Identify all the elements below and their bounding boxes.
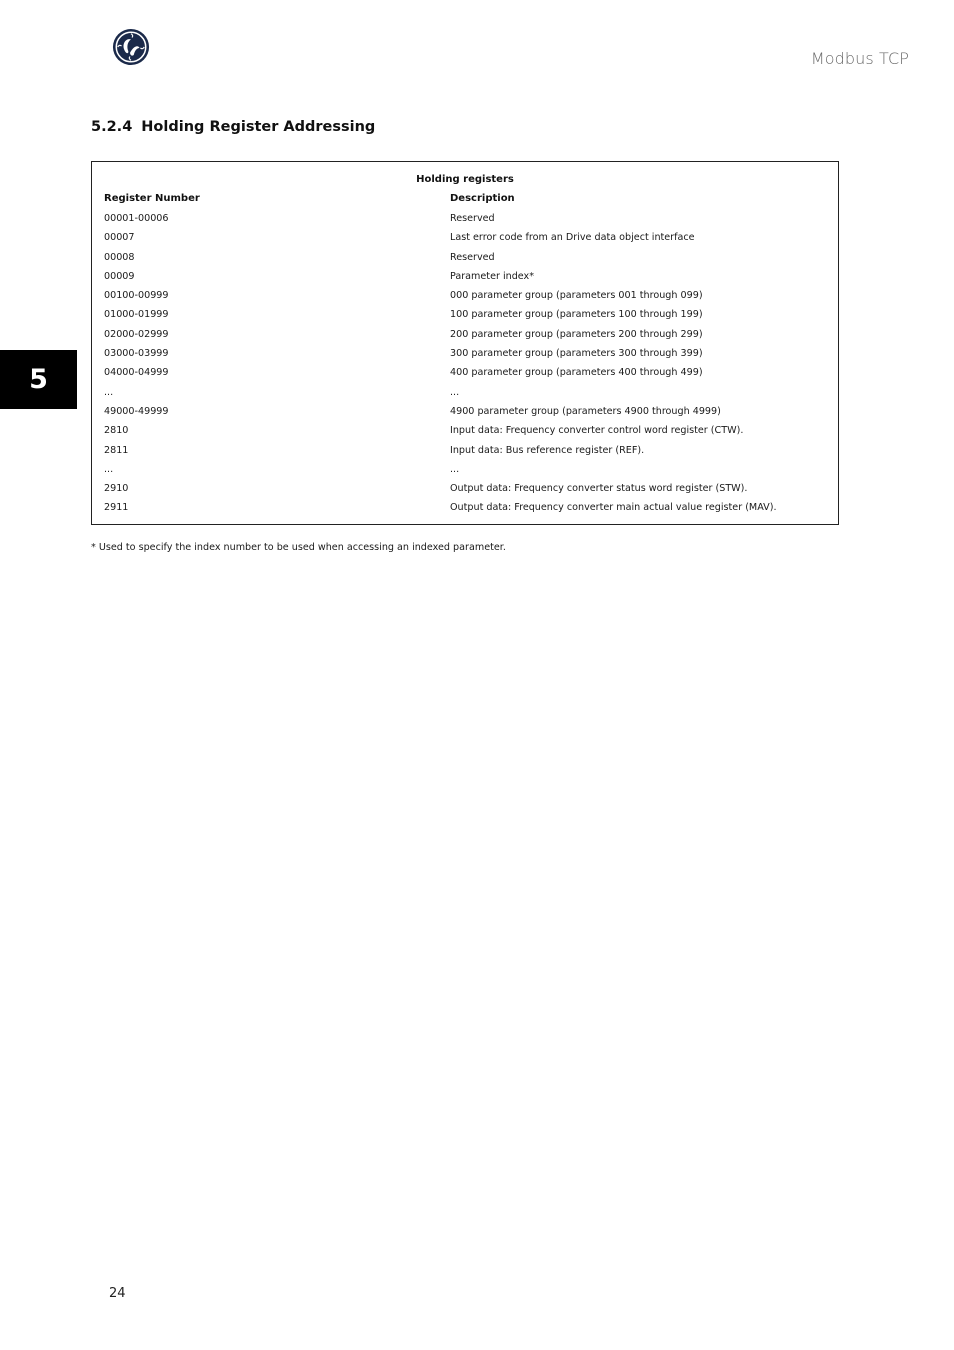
description-cell: Reserved <box>450 213 495 224</box>
description-cell: 000 parameter group (parameters 001 through 099) <box>450 290 703 302</box>
description-cell: 200 parameter group (parameters 200 through 299) <box>450 328 703 340</box>
section-number: 5.2.4 <box>91 119 133 135</box>
description-cell: Input data: Bus reference register (REF). <box>450 444 645 456</box>
page-number: 24 <box>109 1286 126 1301</box>
table-row <box>92 480 838 499</box>
register-number-cell: 2911 <box>104 502 129 514</box>
register-number-cell: 2811 <box>104 444 129 456</box>
register-number-cell: 01000-01999 <box>104 309 169 321</box>
table-caption: Holding registers <box>416 174 514 185</box>
chapter-tab: 5 <box>0 350 77 409</box>
register-number-cell: 49000-49999 <box>104 405 169 417</box>
table-row <box>92 422 838 441</box>
register-number-cell: 2810 <box>104 425 129 437</box>
table-body <box>92 210 838 519</box>
register-number-cell: 00001-00006 <box>104 213 169 224</box>
description-cell: Output data: Frequency converter main actual value register (MAV). <box>450 502 777 514</box>
section-heading <box>91 119 375 135</box>
table-row <box>92 287 838 306</box>
holding-registers-table <box>91 161 839 525</box>
table-row <box>92 249 838 268</box>
register-number-cell: 2910 <box>104 483 129 495</box>
register-number-cell: 00009 <box>104 270 135 282</box>
header-title: Modbus TCP <box>810 49 909 68</box>
table-row <box>92 442 838 461</box>
section-title: Holding Register Addressing <box>141 119 376 135</box>
table-row <box>92 461 838 480</box>
register-number-cell: 00100-00999 <box>104 290 169 302</box>
description-cell: 300 parameter group (parameters 300 through 399) <box>450 348 703 360</box>
description-cell: ... <box>450 386 460 398</box>
description-cell: Reserved <box>450 251 495 263</box>
ge-logo-icon <box>112 28 150 66</box>
footnote: * Used to specify the index number to be used when accessing an indexed parameter. <box>91 542 506 553</box>
table-row <box>92 326 838 345</box>
table-row <box>92 229 838 248</box>
register-number-cell: 04000-04999 <box>104 367 169 379</box>
register-number-cell: 02000-02999 <box>104 328 169 340</box>
column-header-description: Description <box>450 193 515 204</box>
description-cell: Parameter index* <box>450 270 535 282</box>
register-number-cell: 00007 <box>104 232 135 244</box>
register-number-cell: ... <box>104 386 114 398</box>
register-number-cell: ... <box>104 463 114 475</box>
table-row <box>92 345 838 364</box>
description-cell: 100 parameter group (parameters 100 through 199) <box>450 309 703 321</box>
table-row <box>92 403 838 422</box>
register-number-cell: 03000-03999 <box>104 348 169 360</box>
description-cell: Output data: Frequency converter status word register (STW). <box>450 483 748 495</box>
table-row <box>92 306 838 325</box>
column-header-register: Register Number <box>104 193 200 204</box>
description-cell: Input data: Frequency converter control word register (CTW). <box>450 425 744 437</box>
description-cell: 4900 parameter group (parameters 4900 through 4999) <box>450 405 721 417</box>
table-row <box>92 268 838 287</box>
table-row <box>92 499 838 518</box>
table-row <box>92 384 838 403</box>
description-cell: ... <box>450 463 460 475</box>
register-number-cell: 00008 <box>104 251 135 263</box>
table-row <box>92 210 838 229</box>
table-row <box>92 364 838 383</box>
description-cell: Last error code from an Drive data object interface <box>450 232 695 244</box>
description-cell: 400 parameter group (parameters 400 through 499) <box>450 367 703 379</box>
